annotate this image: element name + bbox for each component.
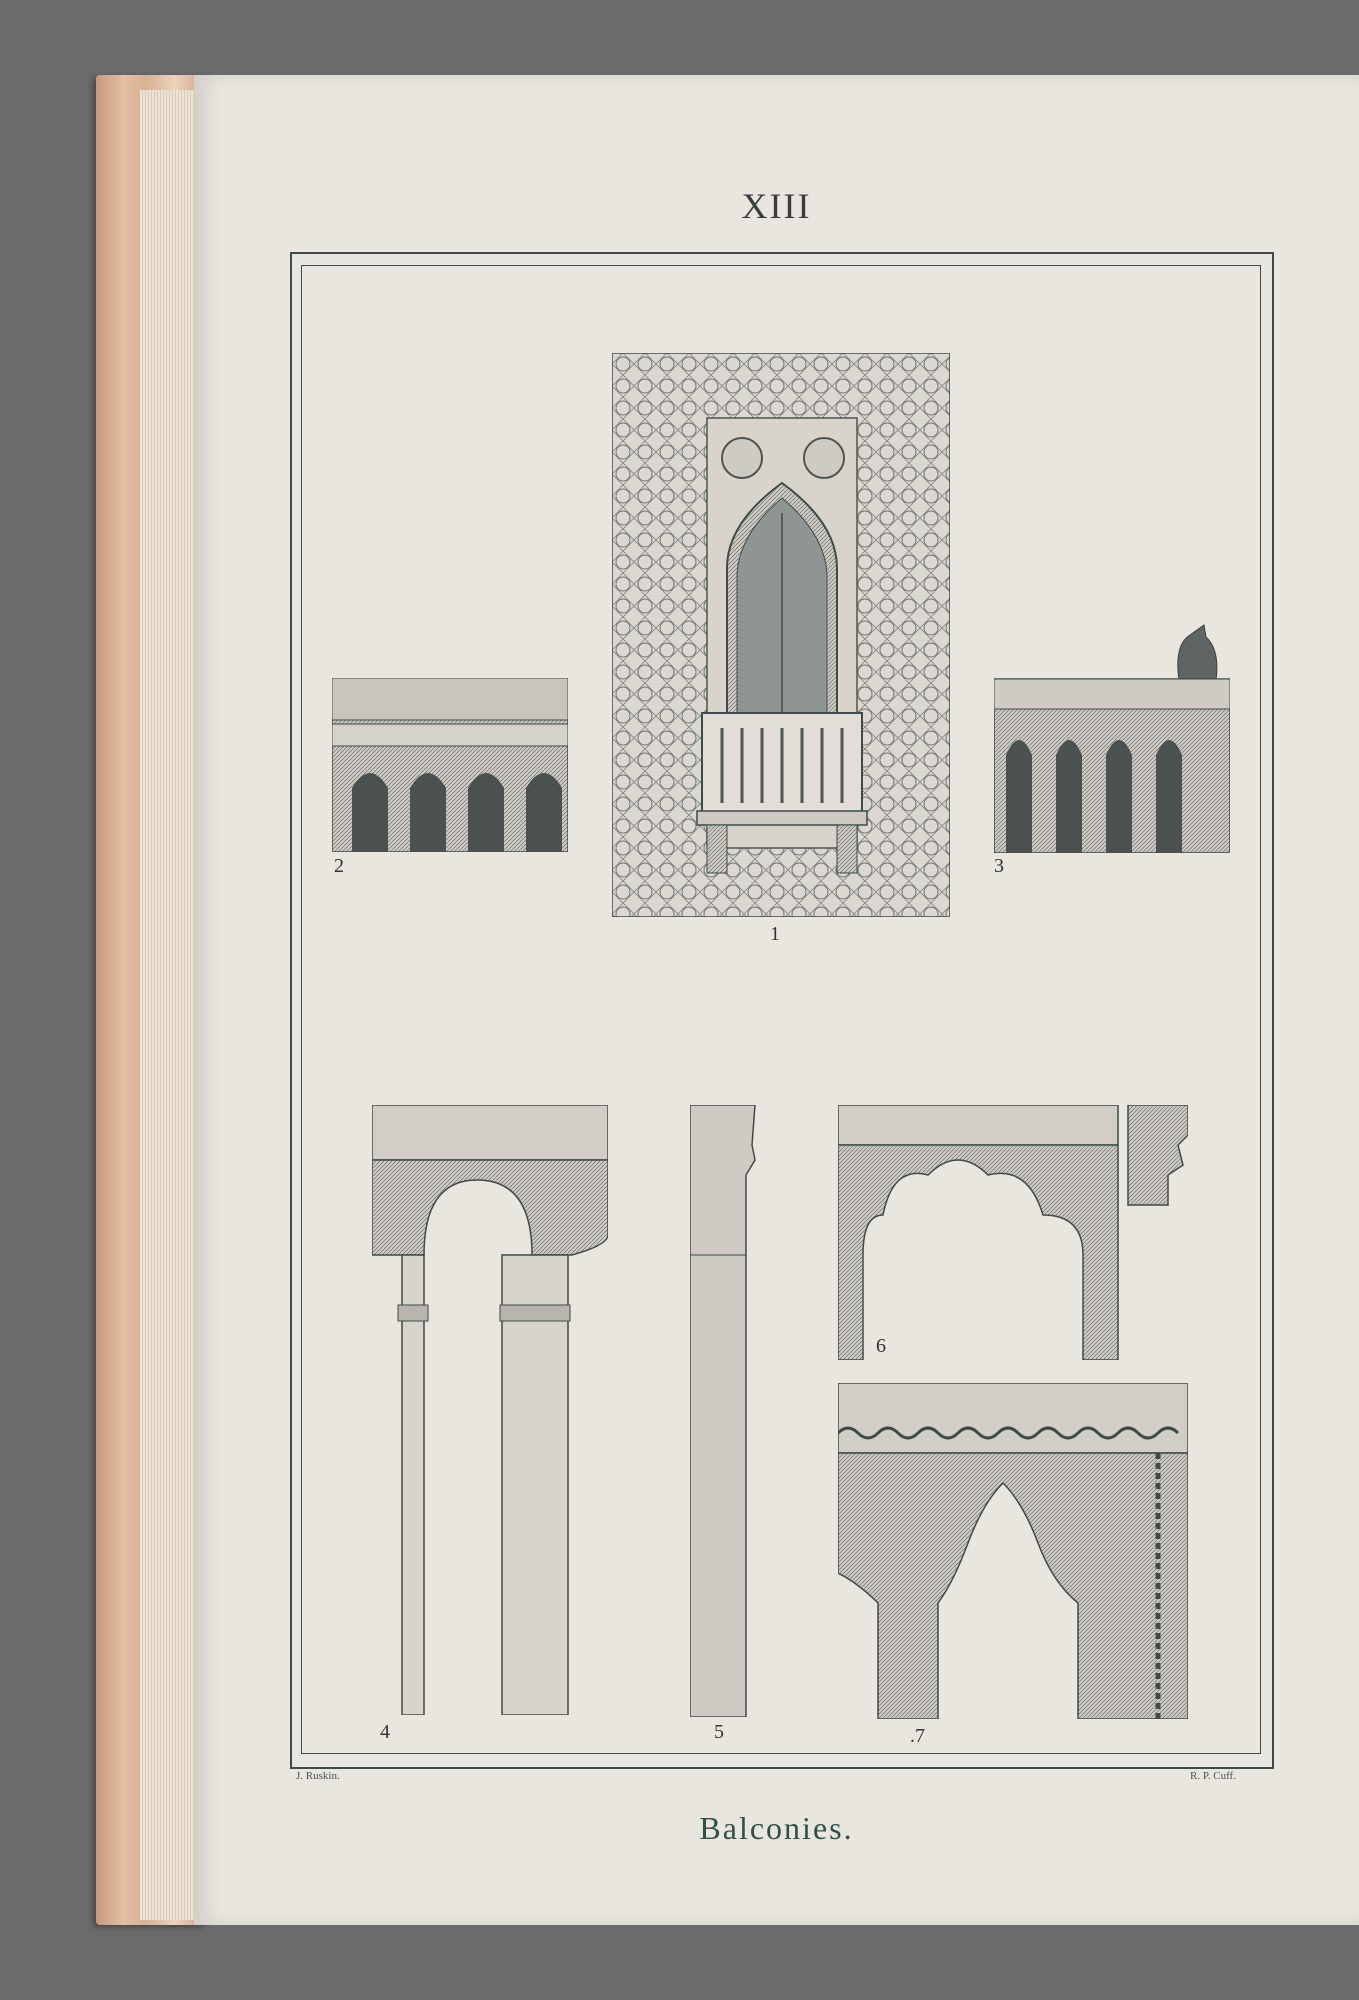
figure-4-label: 4: [380, 1721, 390, 1743]
figure-5-column-profile: [690, 1105, 760, 1717]
figure-1-balcony-window: [612, 353, 950, 917]
figure-1-label: 1: [770, 923, 780, 945]
figure-6-trefoil-arch: [838, 1105, 1188, 1360]
figure-7-label: .7: [910, 1725, 925, 1747]
figure-3-balcony-with-finial: [994, 605, 1230, 853]
engraver-credit-right: R. P. Cuff.: [1190, 1770, 1236, 1782]
plate-number: XIII: [741, 186, 812, 226]
figure-4-arch-columns: [372, 1105, 608, 1715]
figure-3-label: 3: [994, 855, 1004, 877]
figure-5-label: 5: [714, 1721, 724, 1743]
engraver-credit-left: J. Ruskin.: [296, 1770, 340, 1782]
figure-2-arcade-fragment: [332, 678, 568, 852]
figure-6-label: 6: [876, 1335, 886, 1357]
book-page: [194, 75, 1359, 1925]
figure-2-label: 2: [334, 855, 344, 877]
figure-7-ogee-arches: [838, 1383, 1188, 1719]
plate-caption: Balconies.: [699, 1810, 854, 1846]
